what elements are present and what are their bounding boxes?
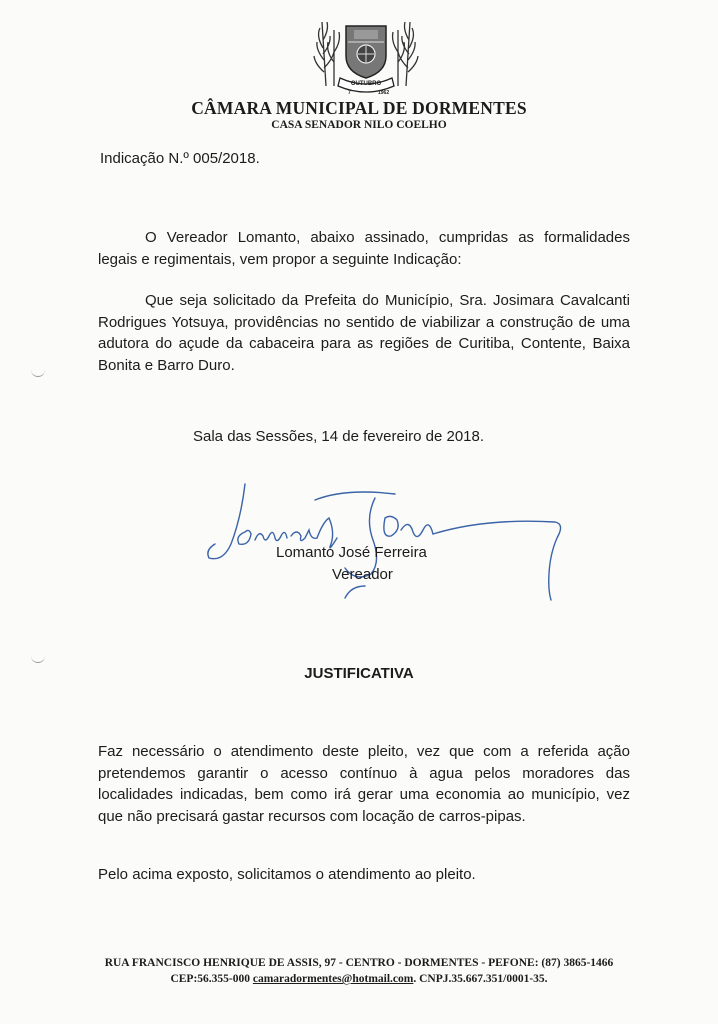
crest-ribbon-text: OUTUBRO	[350, 81, 382, 87]
footer-contact-line	[0, 971, 718, 987]
justification-heading: JUSTIFICATIVA	[304, 665, 414, 682]
house-name: CASA SENADOR NILO COELHO	[271, 119, 447, 131]
indicacao-number: Indicação N.º 005/2018.	[100, 150, 260, 167]
punch-hole-mark	[31, 652, 45, 663]
signer-role: Vereador	[332, 566, 393, 583]
footer	[0, 955, 718, 987]
closing-paragraph: Pelo acima exposto, solicitamos o atendimento ao pleito.	[98, 866, 476, 883]
handwritten-signature	[205, 478, 585, 604]
session-date: Sala das Sessões, 14 de fevereiro de 2018.	[193, 428, 485, 445]
footer-address: RUA FRANCISCO HENRIQUE DE ASSIS, 97 - CENTRO - DORMENTES - PEFONE: (87) 3865-1466	[104, 957, 614, 969]
footer-email: camaradormentes@hotmail.com	[252, 973, 414, 985]
signer-name: Lomanto José Ferreira	[276, 544, 427, 561]
request-paragraph: Que seja solicitado da Prefeita do Município, Sra. Josimara Cavalcanti Rodrigues Yotsuya, providências no sentido de viabilizar a construção de uma adutora do açude da cabaceira para as regiões de Curitiba, Contente, Baixa Bonita e Barro Duro.	[98, 292, 630, 374]
opening-paragraph: O Vereador Lomanto, abaixo assinado, cumpridas as formalidades legais e regimentais, vem propor a seguinte Indicação:	[98, 229, 630, 268]
crest-left-mark: 7	[348, 90, 351, 96]
crest-right-year: 1962	[378, 90, 390, 96]
punch-hole-mark	[31, 366, 45, 377]
footer-cnpj: . CNPJ.35.667.351/0001-35.	[413, 973, 548, 985]
chamber-name: CÂMARA MUNICIPAL DE DORMENTES	[191, 98, 527, 118]
justification-paragraph: Faz necessário o atendimento deste pleito, vez que com a referida ação pretendemos garantir o acesso contínuo à agua pelos moradores das localidades indicadas, bem como irá gerar uma economia ao município, vez que não precisará gastar recursos com locação de carros-pipas.	[98, 743, 630, 825]
footer-cep: CEP:56.355-000	[170, 973, 250, 985]
municipal-crest-logo	[312, 12, 420, 98]
